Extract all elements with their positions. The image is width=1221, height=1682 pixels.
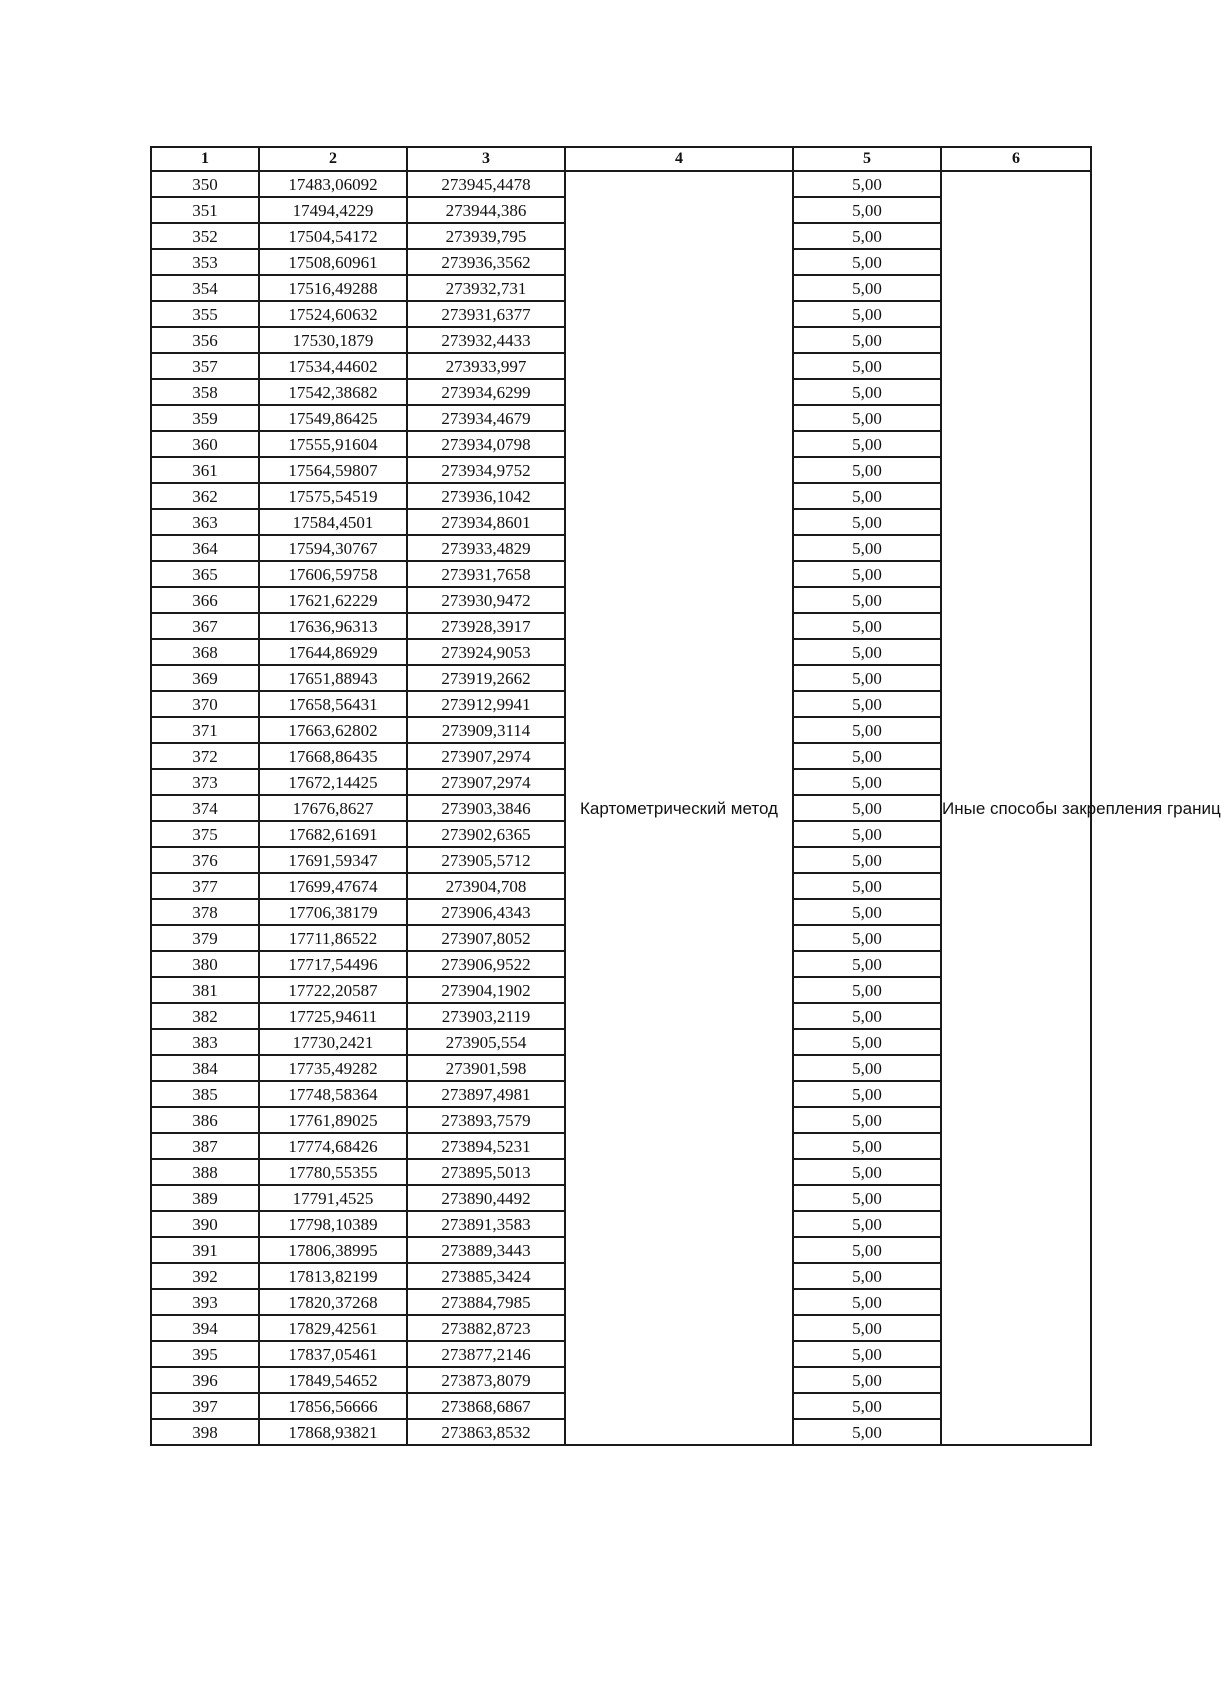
point-number-cell: 379 [151, 925, 259, 951]
precision-cell: 5,00 [793, 951, 941, 977]
coord-x-cell: 17820,37268 [259, 1289, 407, 1315]
precision-cell: 5,00 [793, 1211, 941, 1237]
point-number-cell: 356 [151, 327, 259, 353]
coord-x-cell: 17676,8627 [259, 795, 407, 821]
coord-y-cell: 273877,2146 [407, 1341, 565, 1367]
precision-cell: 5,00 [793, 873, 941, 899]
coord-y-cell: 273904,708 [407, 873, 565, 899]
precision-cell: 5,00 [793, 509, 941, 535]
point-number-cell: 396 [151, 1367, 259, 1393]
precision-cell: 5,00 [793, 899, 941, 925]
precision-cell: 5,00 [793, 639, 941, 665]
coord-y-cell: 273901,598 [407, 1055, 565, 1081]
coord-y-cell: 273905,5712 [407, 847, 565, 873]
coord-y-cell: 273930,9472 [407, 587, 565, 613]
precision-cell: 5,00 [793, 197, 941, 223]
precision-cell: 5,00 [793, 795, 941, 821]
precision-cell: 5,00 [793, 379, 941, 405]
precision-cell: 5,00 [793, 1185, 941, 1211]
coord-x-cell: 17621,62229 [259, 587, 407, 613]
point-number-cell: 354 [151, 275, 259, 301]
point-number-cell: 390 [151, 1211, 259, 1237]
coord-y-cell: 273924,9053 [407, 639, 565, 665]
point-number-cell: 377 [151, 873, 259, 899]
coord-x-cell: 17549,86425 [259, 405, 407, 431]
precision-cell: 5,00 [793, 1315, 941, 1341]
method-cell: Картометрический метод [565, 171, 793, 1445]
coord-y-cell: 273903,2119 [407, 1003, 565, 1029]
coord-x-cell: 17791,4525 [259, 1185, 407, 1211]
header-col-1: 1 [151, 147, 259, 171]
coord-y-cell: 273939,795 [407, 223, 565, 249]
coord-x-cell: 17504,54172 [259, 223, 407, 249]
point-number-cell: 367 [151, 613, 259, 639]
precision-cell: 5,00 [793, 1003, 941, 1029]
point-number-cell: 352 [151, 223, 259, 249]
header-col-6: 6 [941, 147, 1091, 171]
coord-y-cell: 273933,997 [407, 353, 565, 379]
point-number-cell: 394 [151, 1315, 259, 1341]
precision-cell: 5,00 [793, 1055, 941, 1081]
coord-x-cell: 17508,60961 [259, 249, 407, 275]
coord-y-cell: 273907,8052 [407, 925, 565, 951]
coord-y-cell: 273912,9941 [407, 691, 565, 717]
point-number-cell: 370 [151, 691, 259, 717]
coord-y-cell: 273906,9522 [407, 951, 565, 977]
precision-cell: 5,00 [793, 1133, 941, 1159]
coord-y-cell: 273934,8601 [407, 509, 565, 535]
precision-cell: 5,00 [793, 1289, 941, 1315]
precision-cell: 5,00 [793, 665, 941, 691]
point-number-cell: 388 [151, 1159, 259, 1185]
coord-x-cell: 17722,20587 [259, 977, 407, 1003]
point-number-cell: 359 [151, 405, 259, 431]
coord-y-cell: 273903,3846 [407, 795, 565, 821]
coord-x-cell: 17658,56431 [259, 691, 407, 717]
coord-y-cell: 273931,7658 [407, 561, 565, 587]
coord-x-cell: 17706,38179 [259, 899, 407, 925]
coord-x-cell: 17672,14425 [259, 769, 407, 795]
coord-x-cell: 17730,2421 [259, 1029, 407, 1055]
coord-x-cell: 17717,54496 [259, 951, 407, 977]
precision-cell: 5,00 [793, 171, 941, 197]
coord-y-cell: 273891,3583 [407, 1211, 565, 1237]
coord-y-cell: 273932,4433 [407, 327, 565, 353]
point-number-cell: 362 [151, 483, 259, 509]
coord-y-cell: 273885,3424 [407, 1263, 565, 1289]
coord-y-cell: 273936,1042 [407, 483, 565, 509]
point-number-cell: 397 [151, 1393, 259, 1419]
precision-cell: 5,00 [793, 405, 941, 431]
point-number-cell: 373 [151, 769, 259, 795]
coord-y-cell: 273894,5231 [407, 1133, 565, 1159]
precision-cell: 5,00 [793, 1107, 941, 1133]
coord-x-cell: 17735,49282 [259, 1055, 407, 1081]
point-number-cell: 376 [151, 847, 259, 873]
coord-x-cell: 17699,47674 [259, 873, 407, 899]
coord-y-cell: 273931,6377 [407, 301, 565, 327]
coord-y-cell: 273868,6867 [407, 1393, 565, 1419]
coord-y-cell: 273933,4829 [407, 535, 565, 561]
point-number-cell: 385 [151, 1081, 259, 1107]
precision-cell: 5,00 [793, 1263, 941, 1289]
coord-x-cell: 17691,59347 [259, 847, 407, 873]
coord-x-cell: 17748,58364 [259, 1081, 407, 1107]
precision-cell: 5,00 [793, 249, 941, 275]
point-number-cell: 395 [151, 1341, 259, 1367]
coord-x-cell: 17711,86522 [259, 925, 407, 951]
coord-x-cell: 17856,56666 [259, 1393, 407, 1419]
coord-y-cell: 273902,6365 [407, 821, 565, 847]
coord-x-cell: 17780,55355 [259, 1159, 407, 1185]
coord-x-cell: 17516,49288 [259, 275, 407, 301]
point-number-cell: 368 [151, 639, 259, 665]
precision-cell: 5,00 [793, 691, 941, 717]
coord-y-cell: 273895,5013 [407, 1159, 565, 1185]
table-row [151, 171, 1091, 197]
precision-cell: 5,00 [793, 301, 941, 327]
point-number-cell: 382 [151, 1003, 259, 1029]
precision-cell: 5,00 [793, 587, 941, 613]
coord-y-cell: 273928,3917 [407, 613, 565, 639]
coord-y-cell: 273893,7579 [407, 1107, 565, 1133]
precision-cell: 5,00 [793, 769, 941, 795]
coord-y-cell: 273882,8723 [407, 1315, 565, 1341]
coord-y-cell: 273934,9752 [407, 457, 565, 483]
coord-x-cell: 17494,4229 [259, 197, 407, 223]
precision-cell: 5,00 [793, 717, 941, 743]
coord-y-cell: 273890,4492 [407, 1185, 565, 1211]
point-number-cell: 357 [151, 353, 259, 379]
point-number-cell: 355 [151, 301, 259, 327]
coord-x-cell: 17849,54652 [259, 1367, 407, 1393]
coord-y-cell: 273904,1902 [407, 977, 565, 1003]
coord-x-cell: 17774,68426 [259, 1133, 407, 1159]
precision-cell: 5,00 [793, 223, 941, 249]
point-number-cell: 350 [151, 171, 259, 197]
header-col-2: 2 [259, 147, 407, 171]
coord-x-cell: 17813,82199 [259, 1263, 407, 1289]
coord-x-cell: 17575,54519 [259, 483, 407, 509]
point-number-cell: 380 [151, 951, 259, 977]
coord-y-cell: 273945,4478 [407, 171, 565, 197]
coord-x-cell: 17594,30767 [259, 535, 407, 561]
coord-x-cell: 17534,44602 [259, 353, 407, 379]
coord-x-cell: 17837,05461 [259, 1341, 407, 1367]
coord-x-cell: 17663,62802 [259, 717, 407, 743]
coord-y-cell: 273889,3443 [407, 1237, 565, 1263]
header-col-3: 3 [407, 147, 565, 171]
coord-x-cell: 17584,4501 [259, 509, 407, 535]
coord-y-cell: 273934,6299 [407, 379, 565, 405]
point-number-cell: 383 [151, 1029, 259, 1055]
point-number-cell: 398 [151, 1419, 259, 1445]
precision-cell: 5,00 [793, 1159, 941, 1185]
precision-cell: 5,00 [793, 925, 941, 951]
point-number-cell: 378 [151, 899, 259, 925]
point-number-cell: 386 [151, 1107, 259, 1133]
point-number-cell: 387 [151, 1133, 259, 1159]
precision-cell: 5,00 [793, 1237, 941, 1263]
boundary-points-table [150, 146, 1221, 1446]
coord-y-cell: 273934,0798 [407, 431, 565, 457]
precision-cell: 5,00 [793, 1367, 941, 1393]
coord-y-cell: 273944,386 [407, 197, 565, 223]
precision-cell: 5,00 [793, 431, 941, 457]
point-number-cell: 358 [151, 379, 259, 405]
coord-x-cell: 17524,60632 [259, 301, 407, 327]
coord-y-cell: 273873,8079 [407, 1367, 565, 1393]
header-col-4: 4 [565, 147, 793, 171]
coord-y-cell: 273932,731 [407, 275, 565, 301]
coord-y-cell: 273934,4679 [407, 405, 565, 431]
point-number-cell: 361 [151, 457, 259, 483]
coord-x-cell: 17530,1879 [259, 327, 407, 353]
coord-x-cell: 17868,93821 [259, 1419, 407, 1445]
point-number-cell: 372 [151, 743, 259, 769]
coord-x-cell: 17606,59758 [259, 561, 407, 587]
coord-x-cell: 17542,38682 [259, 379, 407, 405]
coord-y-cell: 273907,2974 [407, 769, 565, 795]
coord-x-cell: 17829,42561 [259, 1315, 407, 1341]
header-col-5: 5 [793, 147, 941, 171]
coord-x-cell: 17651,88943 [259, 665, 407, 691]
table-body [151, 171, 1221, 1445]
coord-x-cell: 17798,10389 [259, 1211, 407, 1237]
precision-cell: 5,00 [793, 613, 941, 639]
point-number-cell: 381 [151, 977, 259, 1003]
precision-cell: 5,00 [793, 1029, 941, 1055]
coord-x-cell: 17682,61691 [259, 821, 407, 847]
point-number-cell: 365 [151, 561, 259, 587]
precision-cell: 5,00 [793, 977, 941, 1003]
coord-x-cell: 17636,96313 [259, 613, 407, 639]
precision-cell: 5,00 [793, 1393, 941, 1419]
coord-y-cell: 273919,2662 [407, 665, 565, 691]
point-number-cell: 363 [151, 509, 259, 535]
point-number-cell: 393 [151, 1289, 259, 1315]
point-number-cell: 371 [151, 717, 259, 743]
header-row [151, 147, 1091, 171]
precision-cell: 5,00 [793, 1419, 941, 1445]
precision-cell: 5,00 [793, 353, 941, 379]
point-number-cell: 392 [151, 1263, 259, 1289]
coord-y-cell: 273863,8532 [407, 1419, 565, 1445]
precision-cell: 5,00 [793, 1081, 941, 1107]
coord-x-cell: 17564,59807 [259, 457, 407, 483]
coord-x-cell: 17806,38995 [259, 1237, 407, 1263]
precision-cell: 5,00 [793, 743, 941, 769]
coord-y-cell: 273905,554 [407, 1029, 565, 1055]
point-number-cell: 366 [151, 587, 259, 613]
precision-cell: 5,00 [793, 275, 941, 301]
coord-x-cell: 17668,86435 [259, 743, 407, 769]
coord-y-cell: 273884,7985 [407, 1289, 565, 1315]
coord-x-cell: 17644,86929 [259, 639, 407, 665]
precision-cell: 5,00 [793, 847, 941, 873]
point-number-cell: 369 [151, 665, 259, 691]
coord-y-cell: 273907,2974 [407, 743, 565, 769]
point-number-cell: 353 [151, 249, 259, 275]
point-number-cell: 374 [151, 795, 259, 821]
coord-y-cell: 273897,4981 [407, 1081, 565, 1107]
coord-x-cell: 17761,89025 [259, 1107, 407, 1133]
precision-cell: 5,00 [793, 561, 941, 587]
point-number-cell: 360 [151, 431, 259, 457]
coord-y-cell: 273936,3562 [407, 249, 565, 275]
precision-cell: 5,00 [793, 821, 941, 847]
table-header [151, 147, 1091, 171]
precision-cell: 5,00 [793, 327, 941, 353]
point-number-cell: 384 [151, 1055, 259, 1081]
precision-cell: 5,00 [793, 483, 941, 509]
coord-x-cell: 17555,91604 [259, 431, 407, 457]
coord-y-cell: 273909,3114 [407, 717, 565, 743]
point-number-cell: 351 [151, 197, 259, 223]
point-number-cell: 375 [151, 821, 259, 847]
point-number-cell: 364 [151, 535, 259, 561]
coord-y-cell: 273906,4343 [407, 899, 565, 925]
coord-x-cell: 17725,94611 [259, 1003, 407, 1029]
precision-cell: 5,00 [793, 457, 941, 483]
precision-cell: 5,00 [793, 1341, 941, 1367]
coord-x-cell: 17483,06092 [259, 171, 407, 197]
point-number-cell: 389 [151, 1185, 259, 1211]
point-number-cell: 391 [151, 1237, 259, 1263]
precision-cell: 5,00 [793, 535, 941, 561]
fixing-method-cell: Иные способы закрепления границ [941, 171, 1091, 1445]
